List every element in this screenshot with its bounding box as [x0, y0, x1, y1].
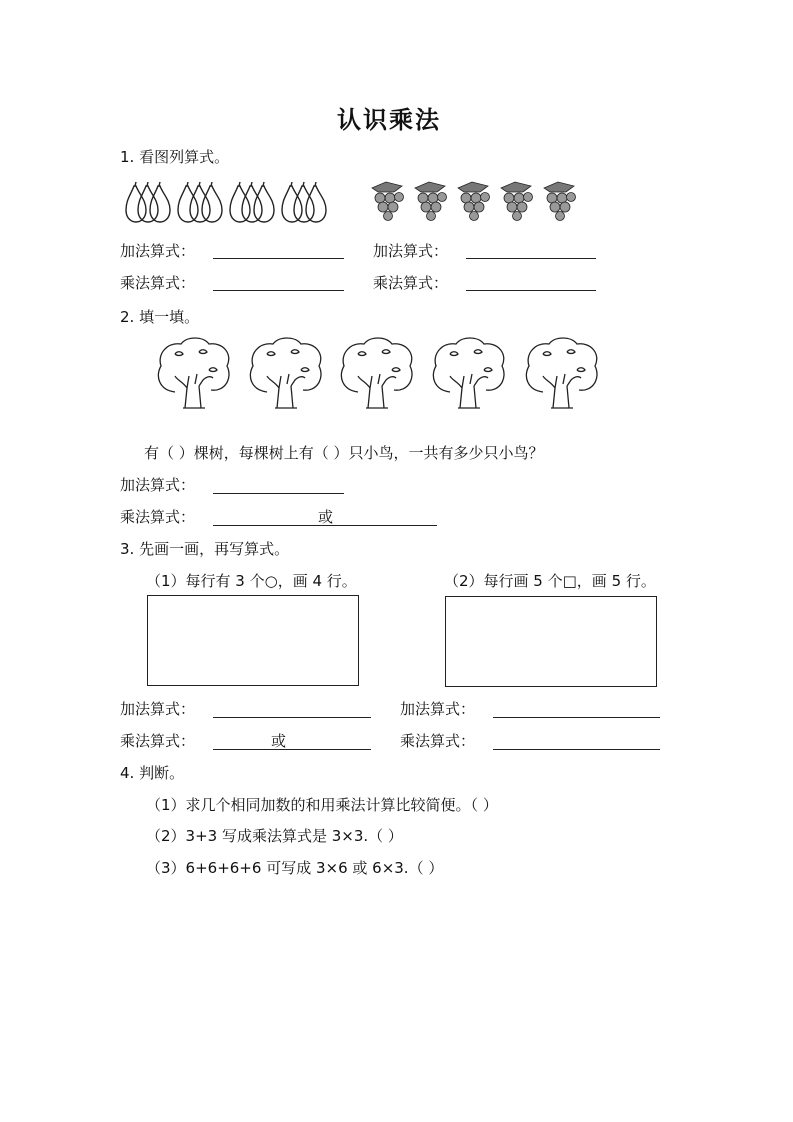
q2-question: 有（ ）棵树，每棵树上有（ ）只小鸟，一共有多少只小鸟？ — [144, 444, 544, 462]
page-title: 认识乘法 — [337, 105, 441, 134]
q1-mul-label-left: 乘法算式： — [120, 274, 196, 292]
q3-add-answer-line-left[interactable] — [213, 717, 371, 718]
q1-add-answer-line-right[interactable] — [466, 258, 596, 259]
q2-heading: 2. 填一填。 — [120, 308, 200, 326]
q3-add-label-left: 加法算式： — [120, 700, 196, 718]
q1-add-label-left: 加法算式： — [120, 242, 196, 260]
q3-add-answer-line-right[interactable] — [493, 717, 660, 718]
q4-item-2: （2）3+3 写成乘法算式是 3×3.（ ） — [146, 827, 403, 845]
q3-mul-answer-line-right[interactable] — [493, 749, 660, 750]
q3-mul-answer-line-left[interactable] — [213, 749, 371, 750]
q3-drawing-box-2[interactable] — [445, 596, 657, 687]
q1-add-label-right: 加法算式： — [373, 242, 449, 260]
q3-sub1: （1）每行有 3 个○，画 4 行。 — [146, 572, 357, 590]
q4-heading: 4. 判断。 — [120, 764, 185, 782]
grape-bunch-icon — [368, 180, 583, 224]
q1-mul-label-right: 乘法算式： — [373, 274, 449, 292]
q3-add-label-right: 加法算式： — [400, 700, 476, 718]
q3-sub2: （2）每行画 5 个□，画 5 行。 — [444, 572, 656, 590]
q1-heading: 1. 看图列算式。 — [120, 148, 230, 166]
pear-group-icon — [124, 182, 339, 224]
q3-mul-label-left: 乘法算式： — [120, 732, 196, 750]
q1-mul-answer-line-left[interactable] — [213, 290, 344, 291]
q2-or-text: 或 — [318, 508, 334, 526]
tree-with-birds-icon — [155, 336, 605, 412]
q4-item-3: （3）6+6+6+6 可写成 3×6 或 6×3.（ ） — [146, 859, 444, 877]
q4-item-1: （1）求几个相同加数的和用乘法计算比较简便。（ ） — [146, 796, 498, 814]
q2-add-label: 加法算式： — [120, 476, 196, 494]
q1-add-answer-line-left[interactable] — [213, 258, 344, 259]
q3-mul-label-right: 乘法算式： — [400, 732, 476, 750]
q3-drawing-box-1[interactable] — [147, 595, 359, 686]
q3-heading: 3. 先画一画，再写算式。 — [120, 540, 290, 558]
q2-add-answer-line[interactable] — [213, 493, 344, 494]
q3-or-text: 或 — [271, 732, 287, 750]
q2-mul-label: 乘法算式： — [120, 508, 196, 526]
q1-mul-answer-line-right[interactable] — [466, 290, 596, 291]
